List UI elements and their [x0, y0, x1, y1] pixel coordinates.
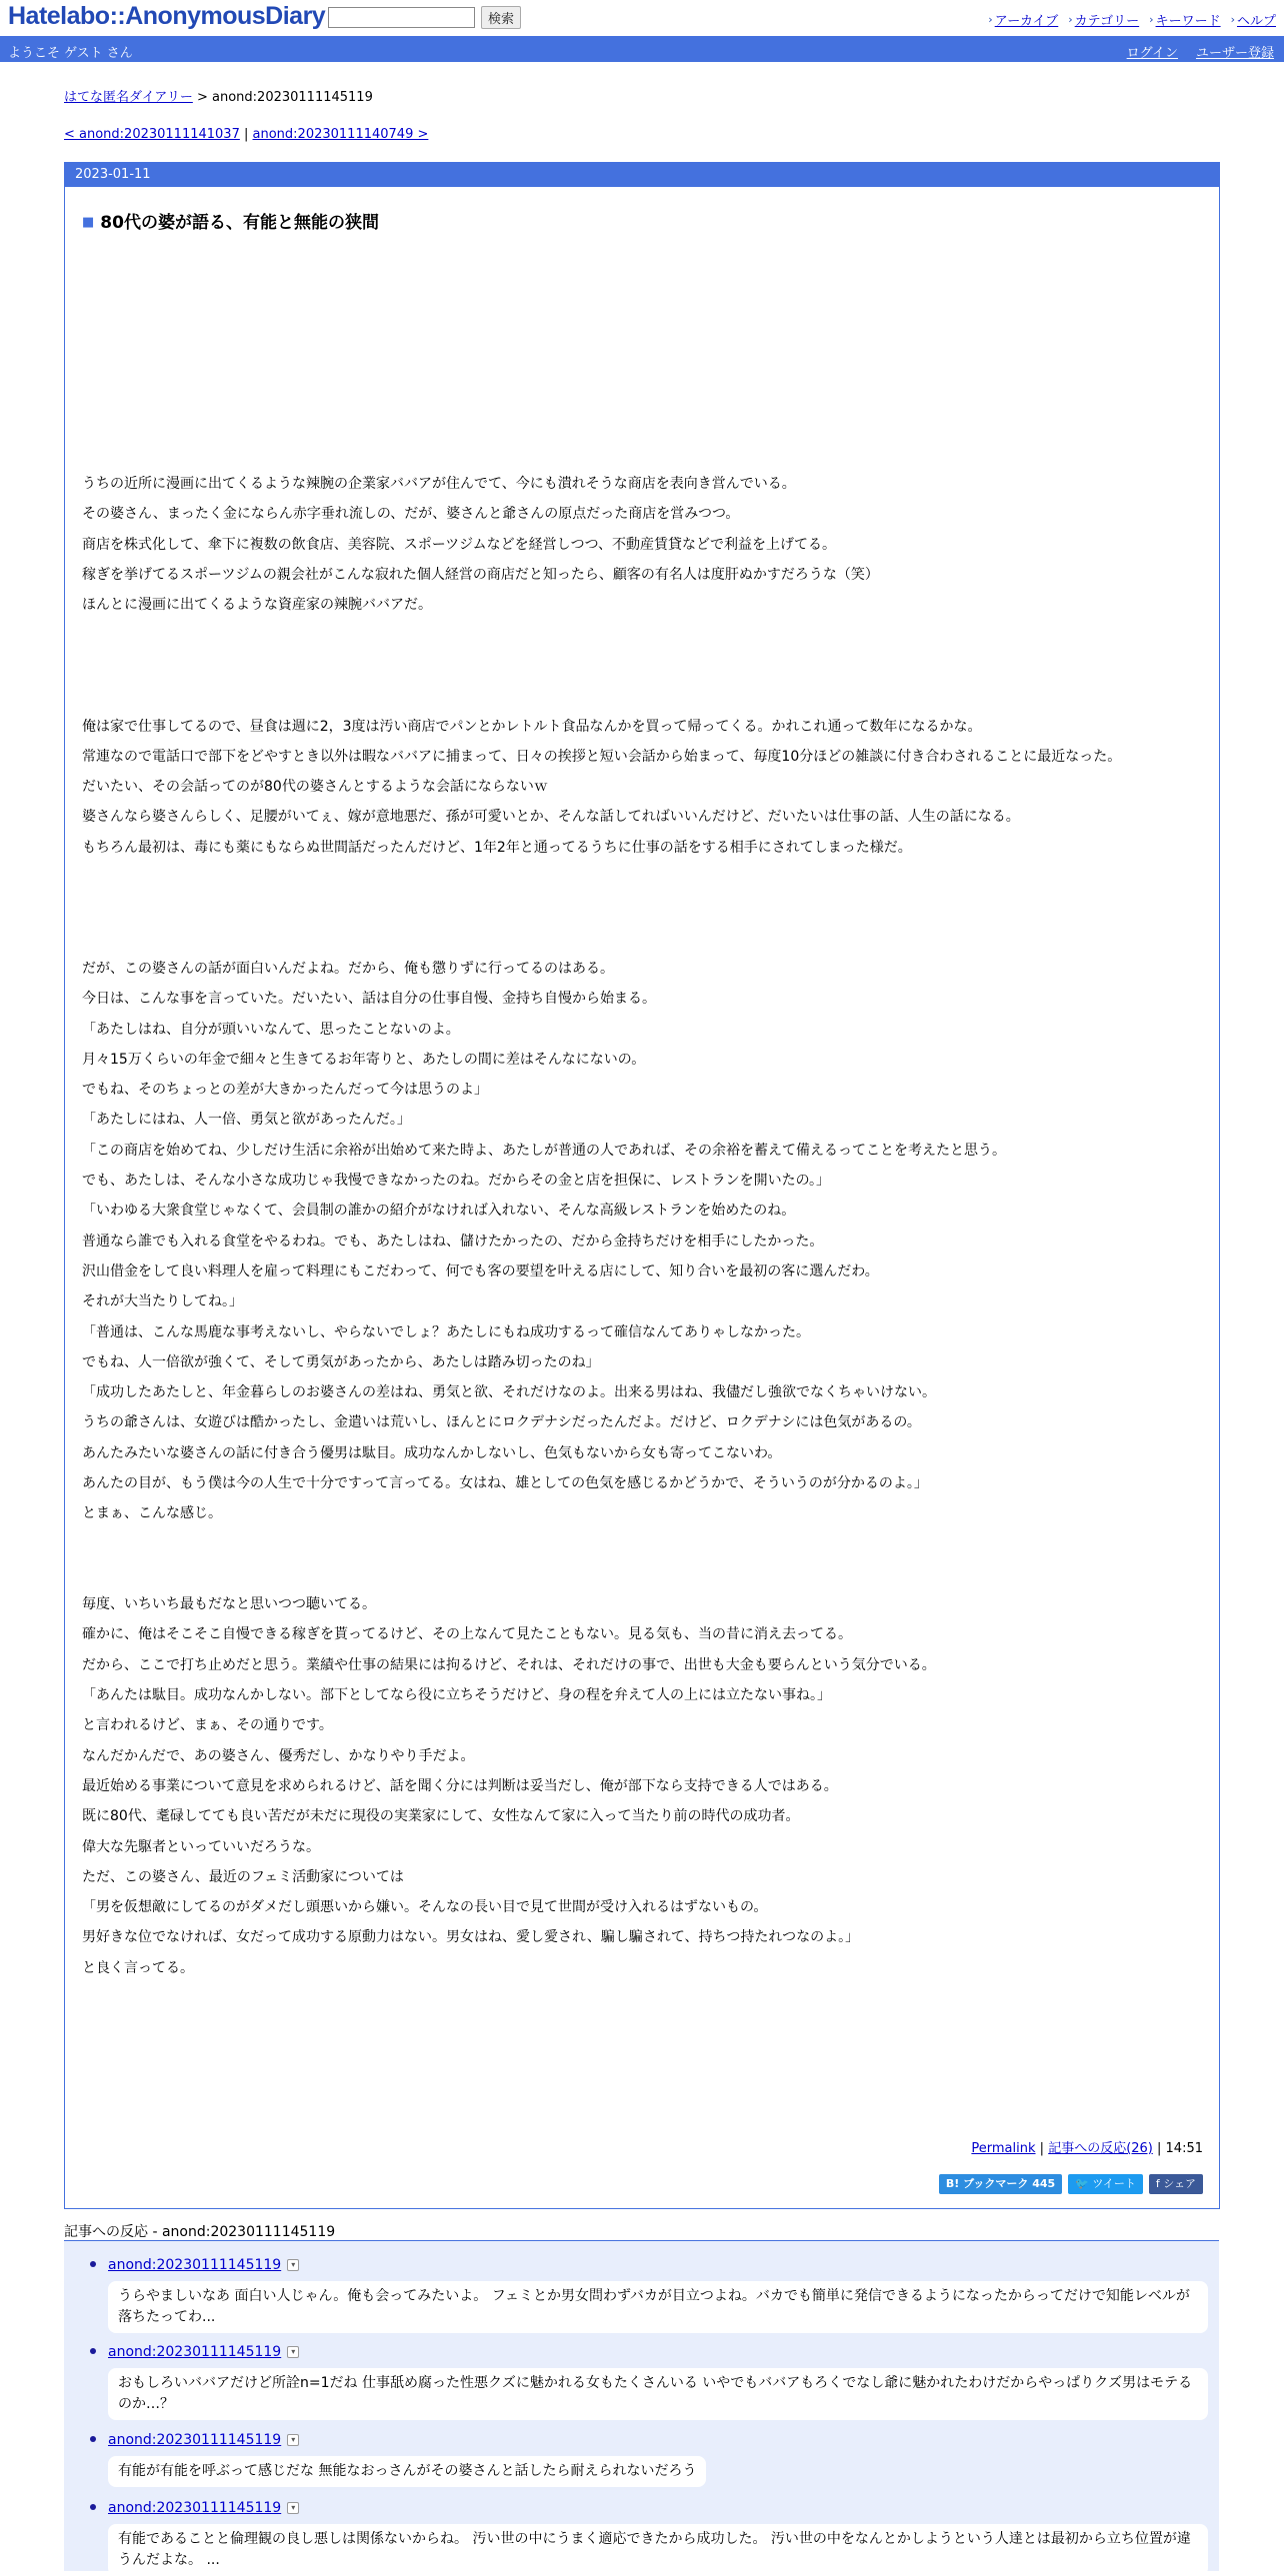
- reaction-item: [108, 2257, 1208, 2333]
- search-input[interactable]: [328, 7, 475, 28]
- permalink-link[interactable]: Permalink: [971, 2141, 1036, 2156]
- dropdown-icon[interactable]: ▾: [287, 2434, 299, 2446]
- user-links: [1127, 42, 1274, 61]
- entry-paragraph: 「あたしにはね、人一倍、勇気と欲があったんだ。」: [82, 1112, 411, 1129]
- reaction-head: [108, 2432, 1208, 2448]
- reaction-head: [108, 2257, 1208, 2273]
- entry-paragraph: それが大当たりしてね。」: [82, 1293, 243, 1310]
- reactions-title: 記事への反応 - anond:20230111145119: [64, 2224, 336, 2240]
- entry-paragraph: ただ、この婆さん、最近のフェミ活動家については: [82, 1868, 404, 1885]
- blank-line: [82, 378, 1212, 408]
- reaction-link[interactable]: anond:20230111145119: [108, 2257, 282, 2273]
- caret-icon: ›: [1068, 13, 1073, 26]
- entry-paragraph: 「普通は、こんな馬鹿な事考えないし、やらないでしょ？あたしにもね成功するって確信なんてありゃしなかった。: [82, 1323, 810, 1340]
- social-buttons: [939, 2174, 1203, 2194]
- entry-pager: [64, 127, 428, 142]
- share-label: シェア: [1163, 2177, 1196, 2190]
- bullet-icon: [90, 2436, 96, 2442]
- footer-separator: |: [1035, 2141, 1049, 2156]
- entry-paragraph: 偉大な先駆者といっていいだろうな。: [82, 1838, 320, 1855]
- blank-line: [82, 1559, 1212, 1589]
- diary-day: [64, 162, 1220, 2209]
- square-icon: ■: [82, 215, 95, 230]
- reaction-item: [108, 2432, 1208, 2487]
- entry-paragraph: 常連なので電話口で部下をどやすとき以外は暇なババアに捕まって、日々の挨拶と短い会話から始まって、毎度10分ほどの雑談に付き合わされることに最近なった。: [82, 748, 1122, 765]
- entry-paragraph: 「男を仮想敵にしてるのがダメだし頭悪いから嫌い。そんなの長い目で見て世間が受け入れるはずないもの。: [82, 1899, 768, 1916]
- breadcrumb: [64, 86, 373, 105]
- entry-paragraph: 俺は家で仕事してるので、昼食は週に2，3度は汚い商店でパンとかレトルト食品なんかを買って帰ってくる。かれこれ通って数年になるかな。: [82, 718, 982, 735]
- reaction-link[interactable]: anond:20230111145119: [108, 2432, 282, 2448]
- pager-separator: |: [239, 127, 253, 142]
- entry-paragraph: うちの近所に漫画に出てくるような辣腕の企業家ババアが住んでて、今にも潰れそうな商店を表向き営んでいる。: [82, 476, 796, 493]
- entry-paragraph: 「いわゆる大衆食堂じゃなくて、会員制の誰かの紹介がなければ入れない、そんな高級レストランを始めたのね。: [82, 1203, 796, 1220]
- blank-line: [82, 439, 1212, 469]
- nav-help[interactable]: [1231, 10, 1276, 29]
- dropdown-icon[interactable]: ▾: [287, 2346, 299, 2358]
- reaction-excerpt: おもしろいババアだけど所詮n=1だね 仕事舐め腐った性悪クズに魅かれる女もたくさんいる いやでもババアもろくでなし爺に魅かれたわけだからやっぱりクズ男はモテるのか…？: [108, 2368, 1208, 2420]
- reaction-link[interactable]: anond:20230111145119: [108, 2500, 282, 2516]
- share-button[interactable]: [1149, 2174, 1203, 2194]
- breadcrumb-current: anond:20230111145119: [212, 90, 373, 105]
- blank-line: [82, 893, 1212, 923]
- nav-keyword-link[interactable]: キーワード: [1155, 14, 1221, 29]
- reaction-item: [108, 2500, 1208, 2576]
- entry-title: [82, 208, 379, 233]
- nav-help-link[interactable]: ヘルプ: [1236, 14, 1276, 29]
- breadcrumb-separator: >: [192, 90, 213, 105]
- user-bar: [0, 36, 1284, 62]
- entry-paragraph: 最近始める事業について意見を求められるけど、話を聞く分には判断は妥当だし、俺が部下なら支持できる人ではある。: [82, 1777, 838, 1794]
- entry-paragraph: 月々15万くらいの年金で細々と生きてるお年寄りと、あたしの間に差はそんなにないの。: [82, 1051, 646, 1068]
- entry-paragraph: もちろん最初は、毒にも薬にもならぬ世間話だったんだけど、1年2年と通ってるうちに仕事の話をする相手にされてしまった様だ。: [82, 839, 912, 856]
- bullet-icon: [90, 2348, 96, 2354]
- reactions-list: [64, 2240, 1219, 2571]
- welcome-text: ようこそ ゲスト さん: [8, 46, 133, 61]
- entry-paragraph: 既に80代、耄碌してても良い苦だが未だに現役の実業家にして、女性なんて家に入って当たり前の時代の成功者。: [82, 1808, 800, 1825]
- entry-paragraph: ほんとに漫画に出てくるような資産家の辣腕ババアだ。: [82, 597, 432, 614]
- reaction-head: [108, 2344, 1208, 2360]
- blank-line: [82, 681, 1212, 711]
- blank-line: [82, 409, 1212, 439]
- top-bar: [0, 0, 1284, 36]
- entry-time: 14:51: [1165, 2141, 1203, 2156]
- entry-paragraph: 「この商店を始めてね、少しだけ生活に余裕が出始めて来た時よ、あたしが普通の人であれば、その余裕を蓄えて備えるってことを考えたと思う。: [82, 1142, 1006, 1159]
- reaction-head: [108, 2500, 1208, 2516]
- blank-line: [82, 863, 1212, 893]
- entry-paragraph: 稼ぎを挙げてるスポーツジムの親会社がこんな寂れた個人経営の商店だと知ったら、顧客の有名人は度肝ぬかすだろうな（笑）: [82, 567, 879, 584]
- entry-paragraph: 毎度、いちいち最もだなと思いつつ聴いてる。: [82, 1596, 376, 1613]
- entry-paragraph: 沢山借金をして良い料理人を雇って料理にもこだわって、何でも客の要望を叶える店にして、知り合いを最初の客に選んだわ。: [82, 1263, 879, 1280]
- entry-paragraph: 確かに、俺はそこそこ自慢できる稼ぎを貰ってるけど、その上なんて見たこともない。見る気も、当の昔に消え去ってる。: [82, 1626, 852, 1643]
- dropdown-icon[interactable]: ▾: [287, 2502, 299, 2514]
- reaction-excerpt: うらやましいなあ 面白い人じゃん。俺も会ってみたいよ。 フェミとか男女問わずバカが目立つよね。バカでも簡単に発信できるようになったからってだけで知能レベルが落ちたってわ...: [108, 2281, 1208, 2333]
- entry-paragraph: 商店を株式化して、傘下に複数の飲食店、美容院、スポーツジムなどを経営しつつ、不動産賃貸などで利益を上げてる。: [82, 536, 837, 553]
- entry-paragraph: あんたの目が、もう僕は今の人生で十分ですって言ってる。女はね、雄としての色気を感じるかどうかで、そういうのが分かるのよ。」: [82, 1474, 928, 1491]
- reaction-excerpt: 有能であることと倫理観の良し悪しは関係ないからね。 汚い世の中にうまく適応できたから成功した。 汚い世の中をなんとかしようという人達とは最初から立ち位置が違うんだよな。 ...: [108, 2524, 1208, 2576]
- entry-paragraph: 男好きな位でなければ、女だって成功する原動力はない。男女はね、愛し愛され、騙し騙されて、持ちつ持たれつなのよ。」: [82, 1929, 860, 1946]
- nav-category-link[interactable]: カテゴリー: [1074, 14, 1140, 29]
- entry-paragraph: 今日は、こんな事を言っていた。だいたい、話は自分の仕事自慢、金持ち自慢から始まる。: [82, 991, 656, 1008]
- bullet-icon: [90, 2261, 96, 2267]
- bullet-icon: [90, 2504, 96, 2510]
- reaction-item: [108, 2344, 1208, 2420]
- bookmark-button[interactable]: B! ブックマーク 445: [939, 2174, 1062, 2194]
- blank-line: [82, 1529, 1212, 1559]
- entry-paragraph: だが、この婆さんの話が面白いんだよね。だから、俺も懲りずに行ってるのはある。: [82, 960, 614, 977]
- entry-paragraph: だいたい、その会話ってのが80代の婆さんとするような会話にならないｗ: [82, 779, 548, 796]
- next-entry-link[interactable]: anond:20230111140749 >: [252, 127, 429, 142]
- entry-paragraph: でもね、人一倍欲が強くて、そして勇気があったから、あたしは踏み切ったのね」: [82, 1353, 600, 1370]
- register-link[interactable]: ユーザー登録: [1195, 46, 1274, 61]
- reaction-link[interactable]: anond:20230111145119: [108, 2344, 282, 2360]
- entry-body: [82, 348, 1212, 1983]
- blank-line: [82, 651, 1212, 681]
- caret-icon: ›: [1230, 13, 1235, 26]
- twitter-bird-icon: 🐦: [1075, 2177, 1093, 2190]
- dropdown-icon[interactable]: ▾: [287, 2259, 299, 2271]
- nav-archive[interactable]: [988, 10, 1058, 29]
- entry-title-text: 80代の婆が語る、有能と無能の狭間: [100, 213, 379, 233]
- reaction-excerpt: 有能が有能を呼ぶって感じだな 無能なおっさんがその婆さんと話したら耐えられないだろう: [108, 2456, 706, 2487]
- entry-paragraph: なんだかんだで、あの婆さん、優秀だし、かなりやり手だよ。: [82, 1747, 475, 1764]
- entry-paragraph: 婆さんなら婆さんらしく、足腰がいてぇ、嫁が意地悪だ、孫が可愛いとか、そんな話してればいいんだけど、だいたいは仕事の話、人生の話になる。: [82, 809, 1020, 826]
- caret-icon: ›: [988, 13, 993, 26]
- entry-paragraph: その婆さん、まったく金にならん赤字垂れ流しの、だが、婆さんと爺さんの原点だった商店を営みつつ。: [82, 506, 740, 523]
- prev-entry-link[interactable]: < anond:20230111141037: [64, 127, 240, 142]
- entry-paragraph: 「あたしはね、自分が頭いいなんて、思ったことないのよ。: [82, 1021, 460, 1038]
- blank-line: [82, 621, 1212, 651]
- entry-paragraph: とまぁ、こんな感じ。: [82, 1505, 222, 1522]
- search-button[interactable]: 検索: [481, 6, 521, 29]
- entry-paragraph: でも、あたしは、そんな小さな成功じゃ我慢できなかったのね。だからその金と店を担保に、レストランを開いたの。」: [82, 1173, 831, 1190]
- tweet-label: ツイート: [1092, 2177, 1136, 2190]
- entry-paragraph: でもね、そのちょっとの差が大きかったんだって今は思うのよ」: [82, 1082, 488, 1099]
- blank-line: [82, 348, 1212, 378]
- entry-paragraph: と良く言ってる。: [82, 1959, 194, 1976]
- blank-line: [82, 924, 1212, 954]
- tweet-button[interactable]: [1068, 2174, 1143, 2194]
- nav-keyword[interactable]: [1149, 10, 1220, 29]
- entry-paragraph: 普通なら誰でも入れる食堂をやるわね。でも、あたしはね、儲けたかったの、だから金持ちだけを相手にしたかった。: [82, 1233, 824, 1250]
- entry-paragraph: 「成功したあたしと、年金暮らしのお婆さんの差はね、勇気と欲、それだけなのよ。出来る男はね、我儘だし強欲でなくちゃいけない。: [82, 1384, 936, 1401]
- entry-paragraph: うちの爺さんは、女遊びは酷かったし、金遣いは荒いし、ほんとにロクデナシだったんだよ。だけど、ロクデナシには色気があるの。: [82, 1414, 921, 1431]
- day-date: 2023-01-11: [65, 163, 1219, 187]
- entry-paragraph: だから、ここで打ち止めだと思う。業績や仕事の結果には拘るけど、それは、それだけの事で、出世も大金も要らんという気分でいる。: [82, 1656, 936, 1673]
- entry-paragraph: と言われるけど、まぁ、その通りです。: [82, 1717, 333, 1734]
- nav-archive-link[interactable]: アーカイブ: [994, 14, 1059, 29]
- site-logo[interactable]: Hatelabo::AnonymousDiary: [8, 2, 326, 30]
- footer-separator: |: [1152, 2141, 1166, 2156]
- nav-category[interactable]: [1068, 10, 1139, 29]
- reactions-link[interactable]: 記事への反応(26): [1048, 2141, 1153, 2156]
- top-nav: [988, 10, 1276, 29]
- caret-icon: ›: [1149, 13, 1154, 26]
- breadcrumb-home-link[interactable]: はてな匿名ダイアリー: [64, 90, 193, 105]
- entry-paragraph: あんたみたいな婆さんの話に付き合う優男は駄目。成功なんかしないし、色気もないから女も寄ってこないわ。: [82, 1444, 782, 1461]
- facebook-icon: f: [1155, 2177, 1164, 2190]
- entry-footer: [971, 2137, 1203, 2156]
- login-link[interactable]: ログイン: [1126, 46, 1178, 61]
- entry-paragraph: 「あんたは駄目。成功なんかしない。部下としてなら役に立ちそうだけど、身の程を弁えて人の上には立たない事ね。」: [82, 1687, 831, 1704]
